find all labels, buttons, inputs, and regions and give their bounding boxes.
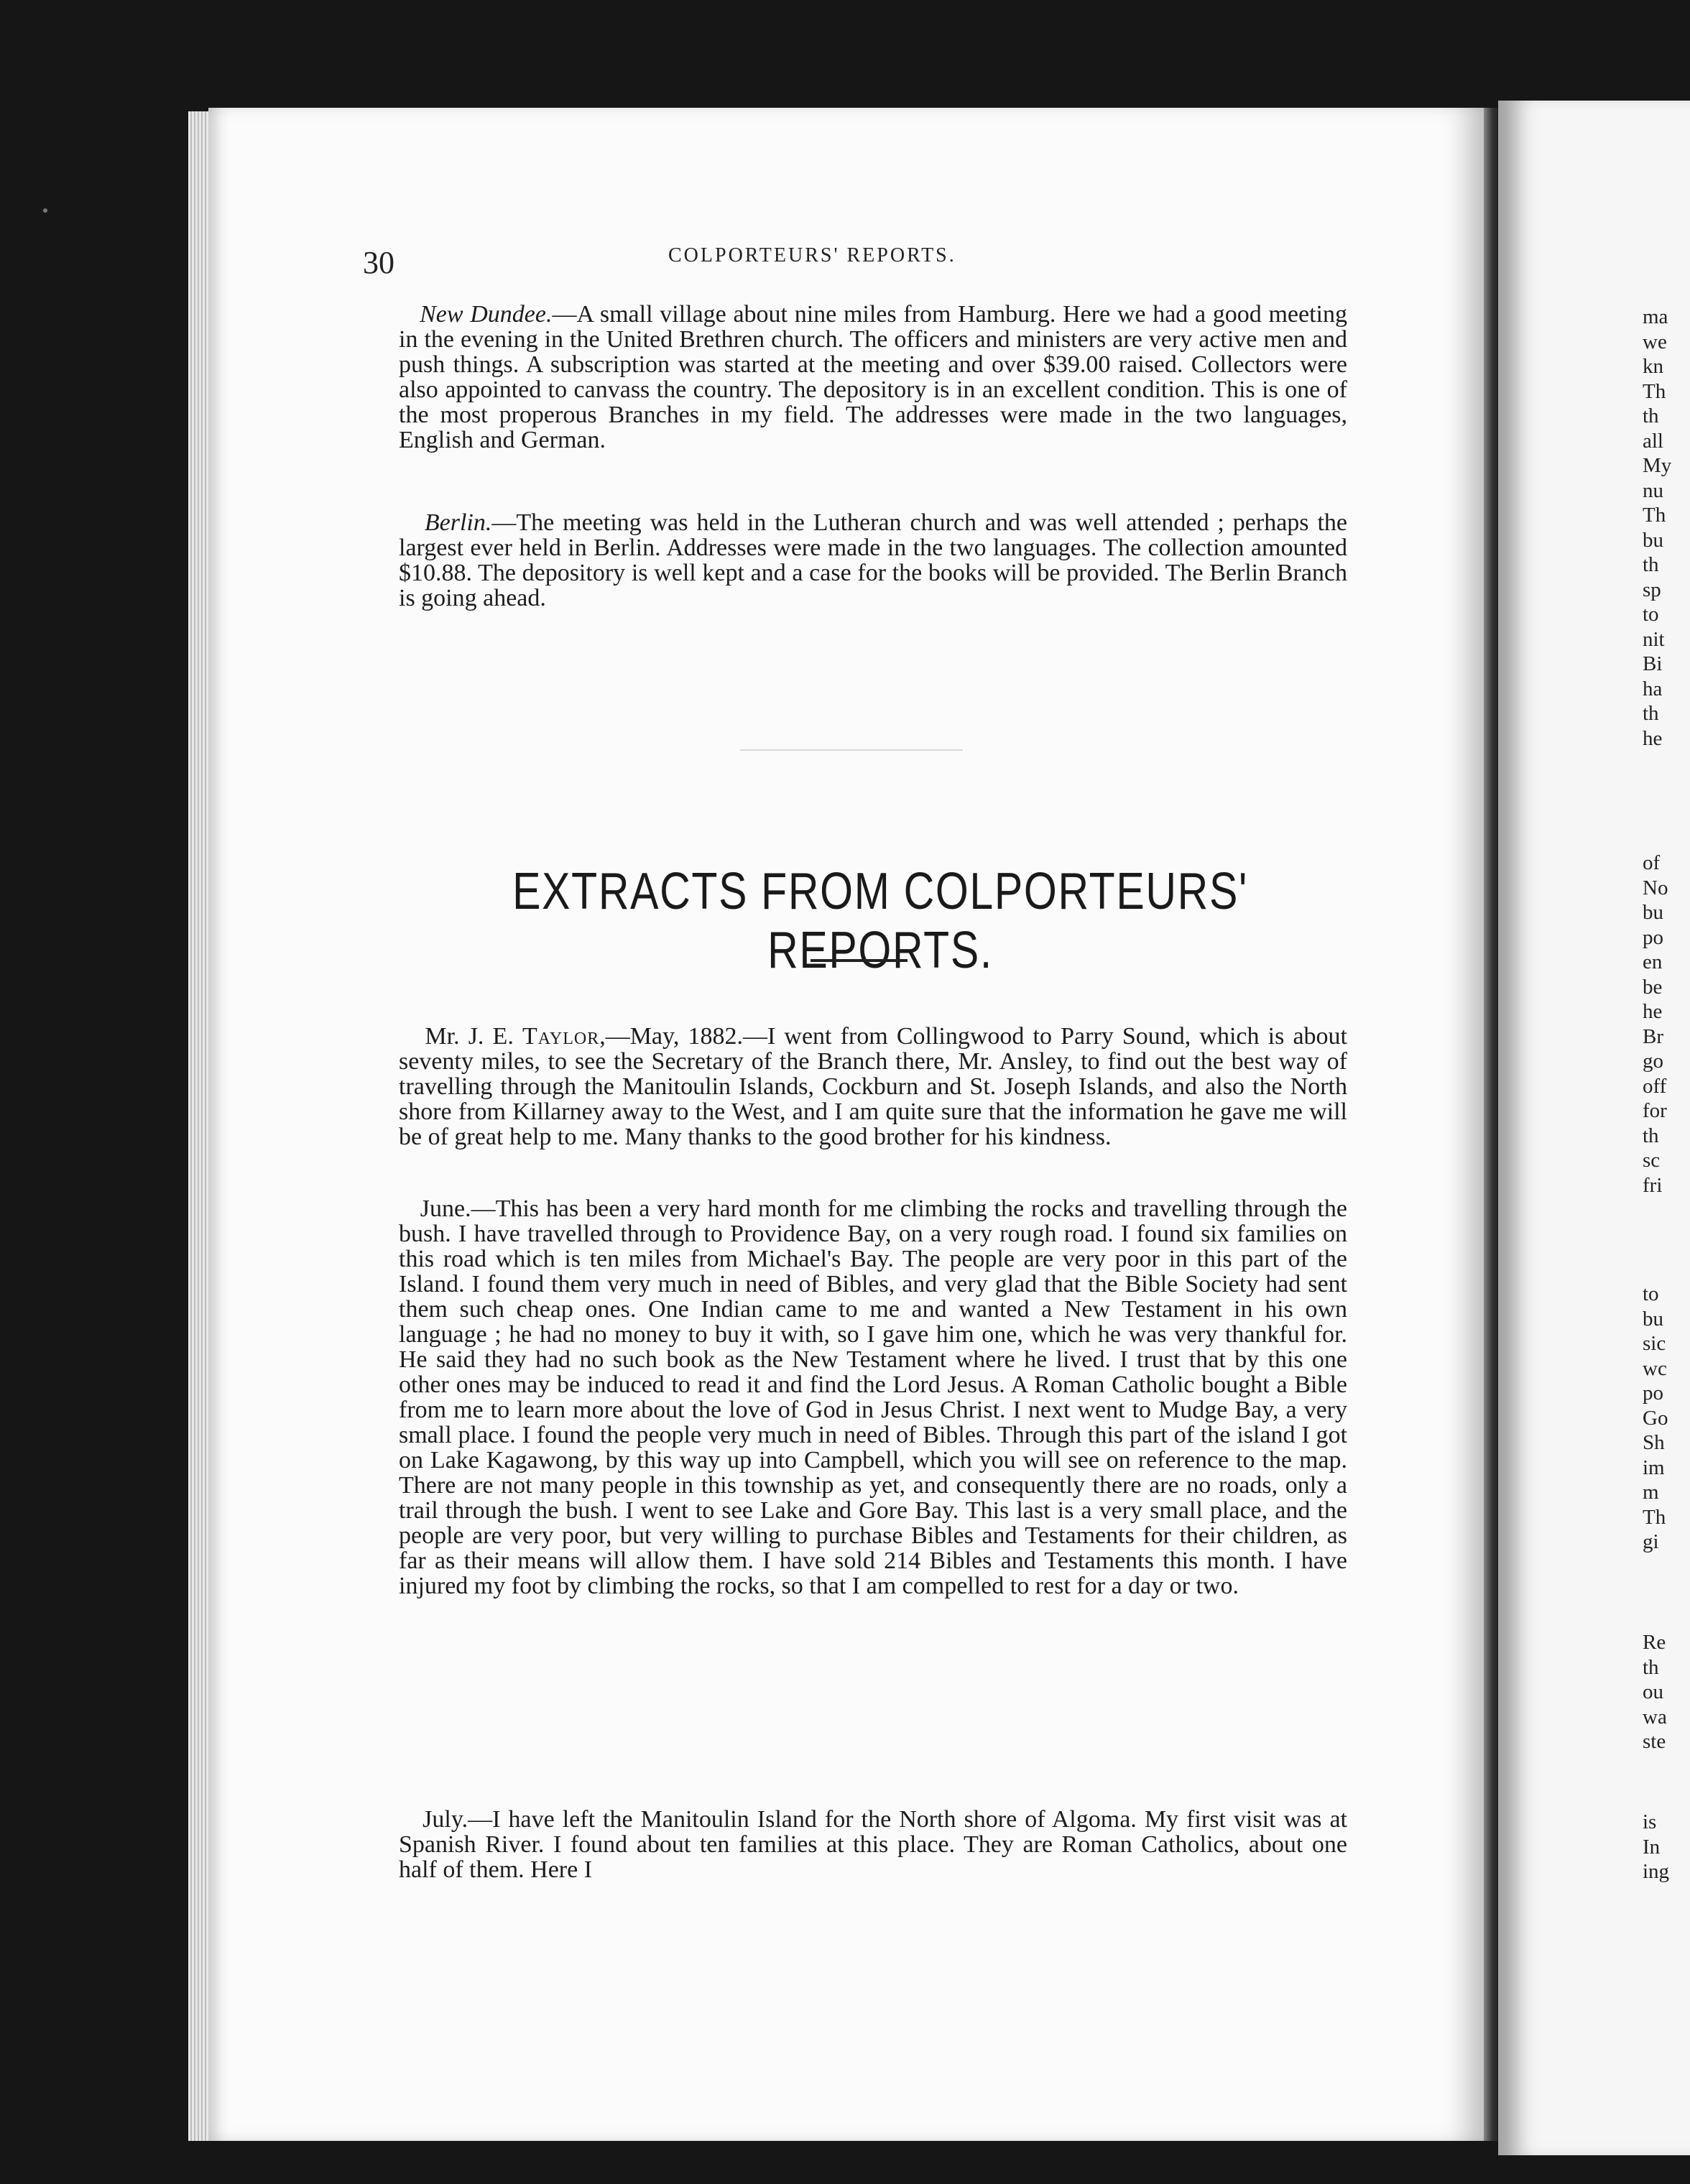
- right-page-fragment: of: [1643, 851, 1661, 874]
- running-head: COLPORTEURS' REPORTS.: [668, 244, 956, 267]
- right-page-fragment: to: [1643, 1282, 1659, 1305]
- right-page-fragment: en: [1643, 950, 1663, 973]
- right-page-fragment: ing: [1643, 1860, 1670, 1883]
- section-title: EXTRACTS FROM COLPORTEURS' REPORTS.: [512, 863, 1248, 979]
- colporteur-name: Taylor: [522, 1023, 600, 1050]
- right-page-fragment: Th: [1643, 1505, 1666, 1529]
- right-page-fragment: is: [1643, 1810, 1657, 1833]
- right-page-fragment: th: [1643, 1655, 1659, 1679]
- right-page-fragment: ou: [1643, 1680, 1663, 1703]
- paragraph-text: ,—May, 1882.—I went from Collingwood to Parry Sound, which is about seventy miles, to see the Secretary of the Branch there, Mr. Ansley, to find out the best way of travelling through the Manitoulin Islands, Cockburn and St. Joseph Islands, and also the North shore from Killarney away to the West, and I am quite sure that the information he gave me will be of great help to me. Many thanks to the good brother for his kindness.: [399, 1023, 1347, 1150]
- right-page-fragment: sp: [1643, 578, 1661, 601]
- place-name: Berlin.: [424, 509, 492, 536]
- right-page-fragment: Th: [1643, 504, 1666, 527]
- right-page-fragment: ha: [1643, 677, 1663, 700]
- right-page-fragment: all: [1643, 429, 1663, 453]
- paragraph-text: July.—I have left the Manitoulin Island for the North shore of Algoma. My first visit was at Spanish River. I found about ten families at this place. They are Roman Catholics, about one half of them. Here I: [399, 1806, 1347, 1883]
- faint-divider: [740, 749, 963, 751]
- right-page-fragment: wa: [1643, 1705, 1667, 1729]
- paragraph-text: —A small village about nine miles from Hamburg. Here we had a good meeting in the evening in the United Brethren church. The officers and ministers are very active men and push things. A subscription was started at the meeting and over $39.00 raised. Collectors were also appointed to canvass the country. The depository is in an excellent condition. This is one of the most properous Branches in my field. The addresses were made in the two languages, English and German.: [399, 301, 1348, 453]
- right-page-fragment: go: [1643, 1050, 1663, 1073]
- right-page-fragment: be: [1643, 975, 1663, 999]
- right-page-fragment: Re: [1643, 1631, 1666, 1654]
- title-rule: [811, 959, 908, 962]
- right-page-fragment: po: [1643, 925, 1663, 949]
- right-page-fragment: im: [1643, 1456, 1665, 1479]
- paragraph-text: June.—This has been a very hard month for me climbing the rocks and travelling through the bush. I have travelled through to Providence Bay, on a very rough road. I found six families on this road which is ten miles from Michael's Bay. The people are very poor in this part of the Island. I found them very much in need of Bibles, and very glad that the Bible Society had sent them such cheap ones. One Indian came to me and wanted a New Testament in his own language ; he had no money to buy it with, so I gave him one, which he was very thankful for. He said they had no such book as the New Testament where he lived. I trust that by this one other ones may be induced to read it and find the Lord Jesus. A Roman Catholic bought a Bible from me to learn more about the love of God in Jesus Christ. I next went to Mudge Bay, a very small place. I found the people very much in need of Bibles. Through this part of the island I got on Lake Kagawong, by this way up into Campbell, which you will see on reference to the map. There are not many people in this township as yet, and consequently there are no roads, only a trail through the bush. I went to see Lake and Gore Bay. This last is a very small place, and the people are very poor, but very willing to purchase Bibles and Testaments for their children, as far as their means will allow them. I have sold 214 Bibles and Testaments this month. I have injured my foot by climbing the rocks, so that I am compelled to rest for a day or two.: [399, 1195, 1347, 1599]
- right-page-fragment: bu: [1643, 901, 1663, 924]
- right-page-fragment: sc: [1643, 1149, 1661, 1172]
- right-page-fragment: po: [1643, 1382, 1663, 1405]
- right-page-fragment: My: [1643, 454, 1672, 477]
- right-page-fragment: gi: [1643, 1530, 1659, 1553]
- right-page-fragment: bu: [1643, 528, 1663, 552]
- right-page-fragment: th: [1643, 1124, 1659, 1147]
- taylor-intro-paragraph: [399, 1024, 1347, 1149]
- right-page-fragment: Th: [1643, 379, 1666, 403]
- berlin-paragraph: [399, 510, 1347, 611]
- right-page-fragment: No: [1643, 876, 1668, 899]
- dust-speck: [43, 208, 47, 213]
- right-page-fragment: to: [1643, 603, 1659, 626]
- right-page-fragment: off: [1643, 1074, 1667, 1098]
- right-page-fragment: we: [1643, 330, 1667, 353]
- right-page-fragment: th: [1643, 553, 1659, 576]
- book-gutter: [1484, 108, 1498, 2141]
- right-page-fragment: he: [1643, 1000, 1663, 1023]
- right-page-fragment: Go: [1643, 1406, 1668, 1430]
- right-page-fragment: fri: [1643, 1173, 1663, 1197]
- right-page-fragment: kn: [1643, 355, 1663, 378]
- paragraph-text: —The meeting was held in the Lutheran church and was well attended ; perhaps the largest ever held in Berlin. Addresses were made in the two languages. The collection amounted $10.88. The depository is well kept and a case for the books will be provided. The Berlin Branch is going ahead.: [399, 509, 1348, 611]
- right-page: [1498, 101, 1690, 2155]
- right-page-fragment: ma: [1643, 305, 1668, 328]
- right-page-fragment: sic: [1643, 1332, 1666, 1355]
- right-page-fragment: for: [1643, 1099, 1667, 1122]
- right-page-fragment: Bi: [1643, 652, 1663, 675]
- right-page-fragment: he: [1643, 726, 1663, 750]
- new-dundee-paragraph: [399, 302, 1347, 453]
- right-page-fragment: nu: [1643, 478, 1663, 502]
- june-paragraph: [399, 1196, 1347, 1598]
- july-paragraph: [399, 1807, 1347, 1882]
- right-page-fragment: bu: [1643, 1307, 1663, 1331]
- page-number: 30: [363, 245, 394, 280]
- name-prefix: Mr. J. E.: [425, 1023, 522, 1050]
- right-page-fragment: th: [1643, 702, 1659, 725]
- right-page-fragment: nit: [1643, 627, 1665, 651]
- right-page-fragment: ste: [1643, 1730, 1666, 1753]
- right-page-fragment: m: [1643, 1481, 1659, 1504]
- place-name: New Dundee.: [420, 301, 553, 328]
- right-page-fragment: In: [1643, 1835, 1661, 1859]
- right-page-fragment: Sh: [1643, 1431, 1665, 1454]
- right-page-fragment: th: [1643, 404, 1659, 427]
- right-page-fragment: wc: [1643, 1356, 1667, 1380]
- right-page-fragment: Br: [1643, 1024, 1663, 1048]
